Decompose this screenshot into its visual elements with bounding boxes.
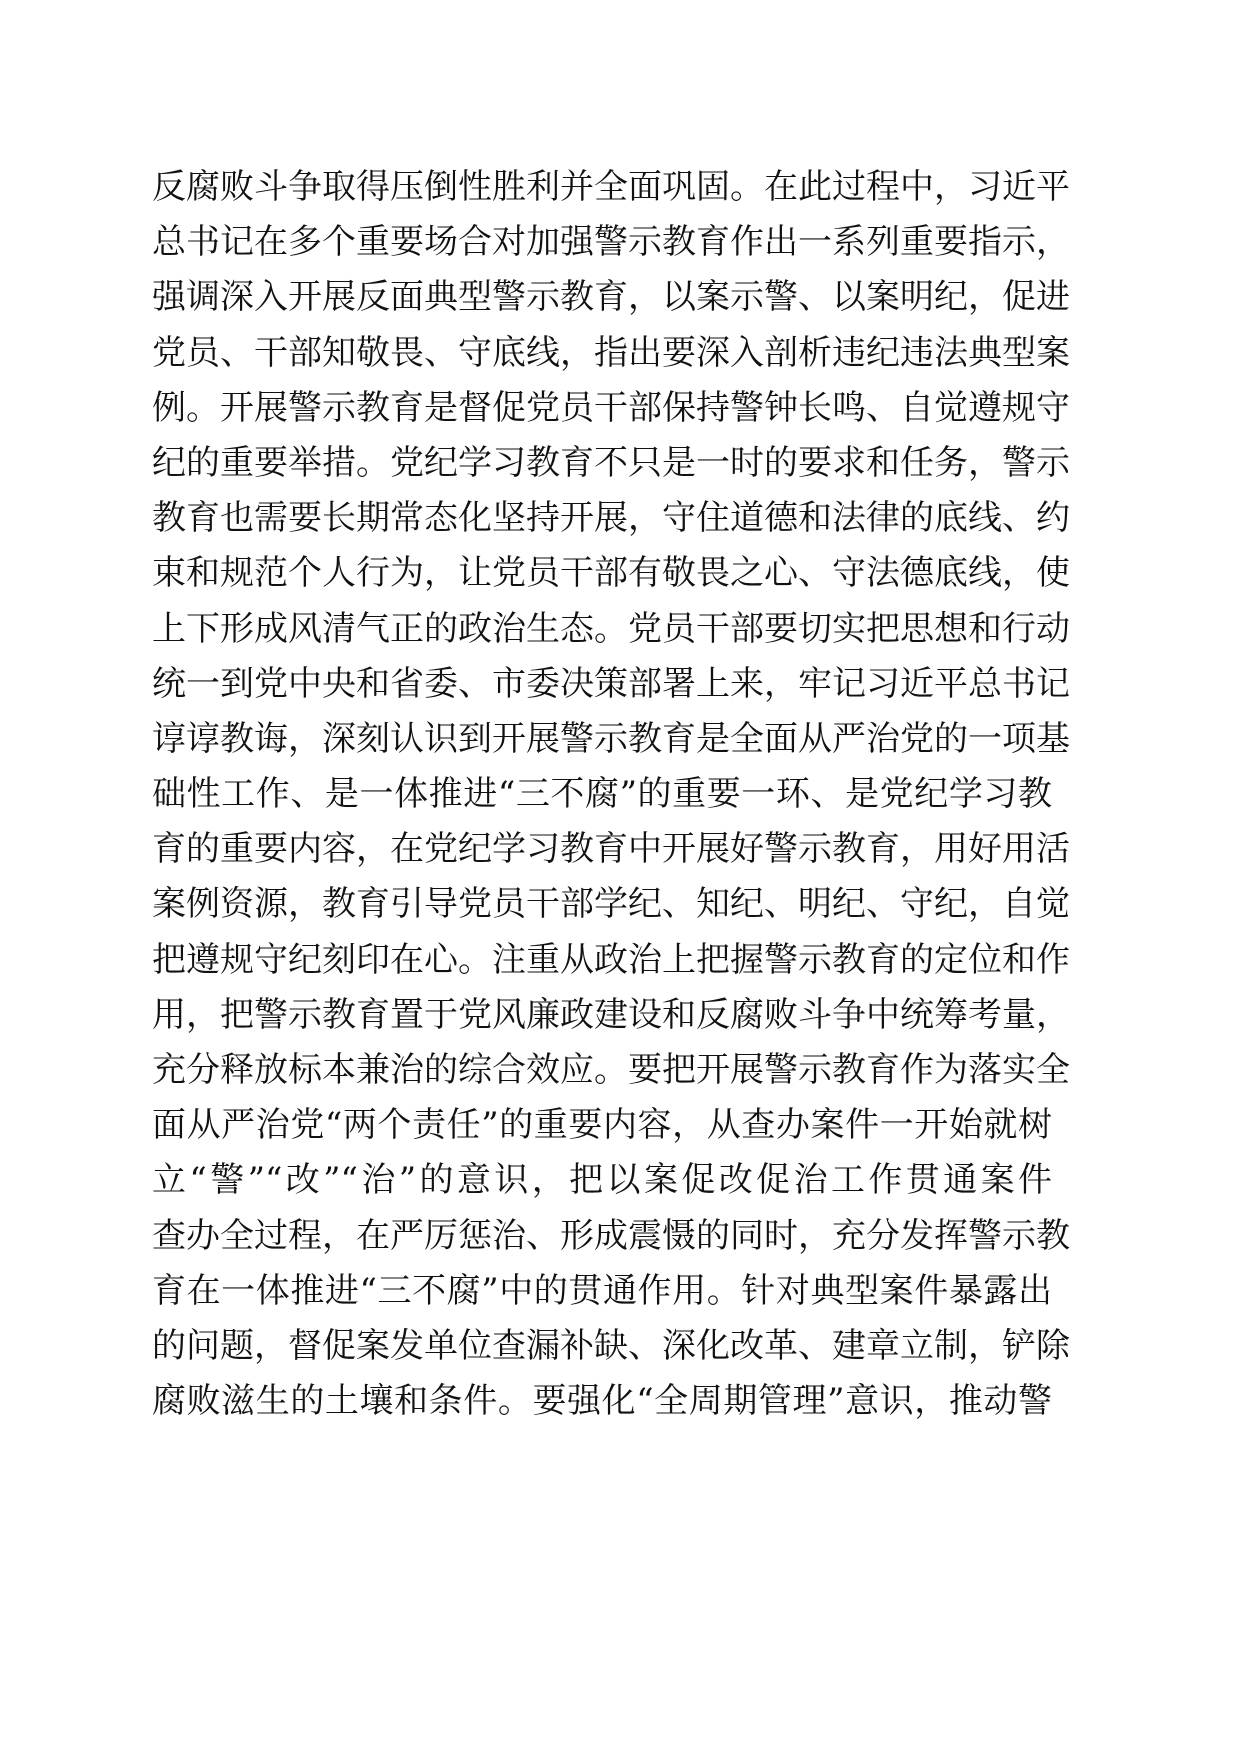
text-line: 教育也需要长期常态化坚持开展，守住道德和法律的底线、约 <box>152 498 1070 539</box>
text-line: 础性工作、是一体推进“三不腐”的重要一环、是党纪学习教 <box>152 774 1052 815</box>
text-line: 束和规范个人行为，让党员干部有敬畏之心、守法德底线，使 <box>152 553 1070 594</box>
text-line: 反腐败斗争取得压倒性胜利并全面巩固。在此过程中，习近平 <box>152 167 1070 207</box>
text-line: 上下形成风清气正的政治生态。党员干部要切实把思想和行动 <box>152 608 1070 649</box>
text-line: 查办全过程，在严厉惩治、形成震慑的同时，充分发挥警示教 <box>152 1215 1070 1256</box>
text-line: 充分释放标本兼治的综合效应。要把开展警示教育作为落实全 <box>152 1050 1070 1090</box>
text-line: 例。开展警示教育是督促党员干部保持警钟长鸣、自觉遵规守 <box>152 387 1070 428</box>
text-line: 育在一体推进“三不腐”中的贯通作用。针对典型案件暴露出 <box>152 1270 1052 1311</box>
text-line: 用，把警示教育置于党风廉政建设和反腐败斗争中统筹考量， <box>152 994 1070 1035</box>
text-line: 统一到党中央和省委、市委决策部署上来，牢记习近平总书记 <box>152 663 1070 704</box>
text-line: 总书记在多个重要场合对加强警示教育作出一系列重要指示， <box>152 222 1070 263</box>
text-line: 育的重要内容，在党纪学习教育中开展好警示教育，用好用活 <box>152 829 1070 870</box>
text-line: 立“警”“改”“治”的意识，把以案促改促治工作贯通案件 <box>152 1160 1052 1201</box>
body-text <box>152 160 1070 1429</box>
text-line: 党员、干部知敬畏、守底线，指出要深入剖析违纪违法典型案 <box>152 332 1070 373</box>
text-line: 把遵规守纪刻印在心。注重从政治上把握警示教育的定位和作 <box>152 939 1070 980</box>
text-line: 的问题，督促案发单位查漏补缺、深化改革、建章立制，铲除 <box>152 1325 1070 1366</box>
text-line: 谆谆教诲，深刻认识到开展警示教育是全面从严治党的一项基 <box>152 718 1070 759</box>
text-line: 强调深入开展反面典型警示教育，以案示警、以案明纪，促进 <box>152 277 1070 318</box>
text-line: 腐败滋生的土壤和条件。要强化“全周期管理”意识，推动警 <box>152 1381 1052 1422</box>
text-line: 案例资源，教育引导党员干部学纪、知纪、明纪、守纪，自觉 <box>152 884 1070 925</box>
text-line: 面从严治党“两个责任”的重要内容，从查办案件一开始就树 <box>152 1105 1052 1146</box>
text-line: 纪的重要举措。党纪学习教育不只是一时的要求和任务，警示 <box>152 442 1070 483</box>
